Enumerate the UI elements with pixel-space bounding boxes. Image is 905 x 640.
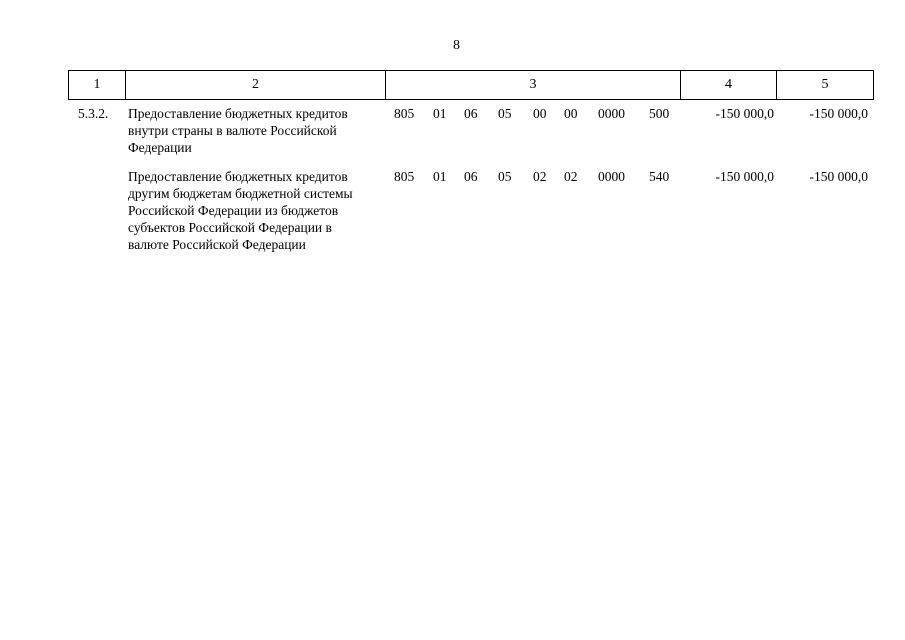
- code-admin: 805: [394, 106, 415, 121]
- code-program: 0000: [598, 169, 625, 184]
- column-header-2: 2: [126, 71, 386, 100]
- code-admin: 805: [394, 169, 415, 184]
- description-line: Федерации: [128, 140, 192, 155]
- code-group: 01: [433, 169, 447, 184]
- column-header-3: 3: [386, 71, 681, 100]
- table-row: [68, 168, 873, 258]
- code-element: 02: [564, 169, 578, 184]
- description-line: валюте Российской Федерации: [128, 237, 306, 252]
- code-article: 05: [498, 106, 512, 121]
- description-line: Предоставление бюджетных кредитов: [128, 106, 348, 121]
- column-header-row: [69, 71, 874, 100]
- description-line: Предоставление бюджетных кредитов: [128, 169, 348, 184]
- code-subgroup: 06: [464, 106, 478, 121]
- column-header-table: [68, 70, 874, 100]
- amount-col5: -150 000,0: [809, 169, 868, 184]
- column-header-5: 5: [777, 71, 874, 100]
- table-row: [68, 105, 873, 160]
- code-classification: 540: [649, 169, 670, 184]
- column-header-1: 1: [69, 71, 126, 100]
- description-line: внутри страны в валюте Российской: [128, 123, 337, 138]
- code-subarticle: 00: [533, 106, 547, 121]
- row-description: [128, 105, 383, 156]
- code-subgroup: 06: [464, 169, 478, 184]
- column-header-4: 4: [681, 71, 777, 100]
- amount-col4: -150 000,0: [715, 169, 774, 184]
- code-subarticle: 02: [533, 169, 547, 184]
- code-program: 0000: [598, 106, 625, 121]
- row-number: 5.3.2.: [78, 106, 109, 121]
- code-article: 05: [498, 169, 512, 184]
- description-line: субъектов Российской Федерации в: [128, 220, 332, 235]
- code-group: 01: [433, 106, 447, 121]
- code-element: 00: [564, 106, 578, 121]
- row-description: [128, 168, 383, 253]
- description-line: Российской Федерации из бюджетов: [128, 203, 339, 218]
- description-line: другим бюджетам бюджетной системы: [128, 186, 353, 201]
- code-classification: 500: [649, 106, 670, 121]
- amount-col4: -150 000,0: [715, 106, 774, 121]
- amount-col5: -150 000,0: [809, 106, 868, 121]
- page-number: 8: [453, 38, 460, 53]
